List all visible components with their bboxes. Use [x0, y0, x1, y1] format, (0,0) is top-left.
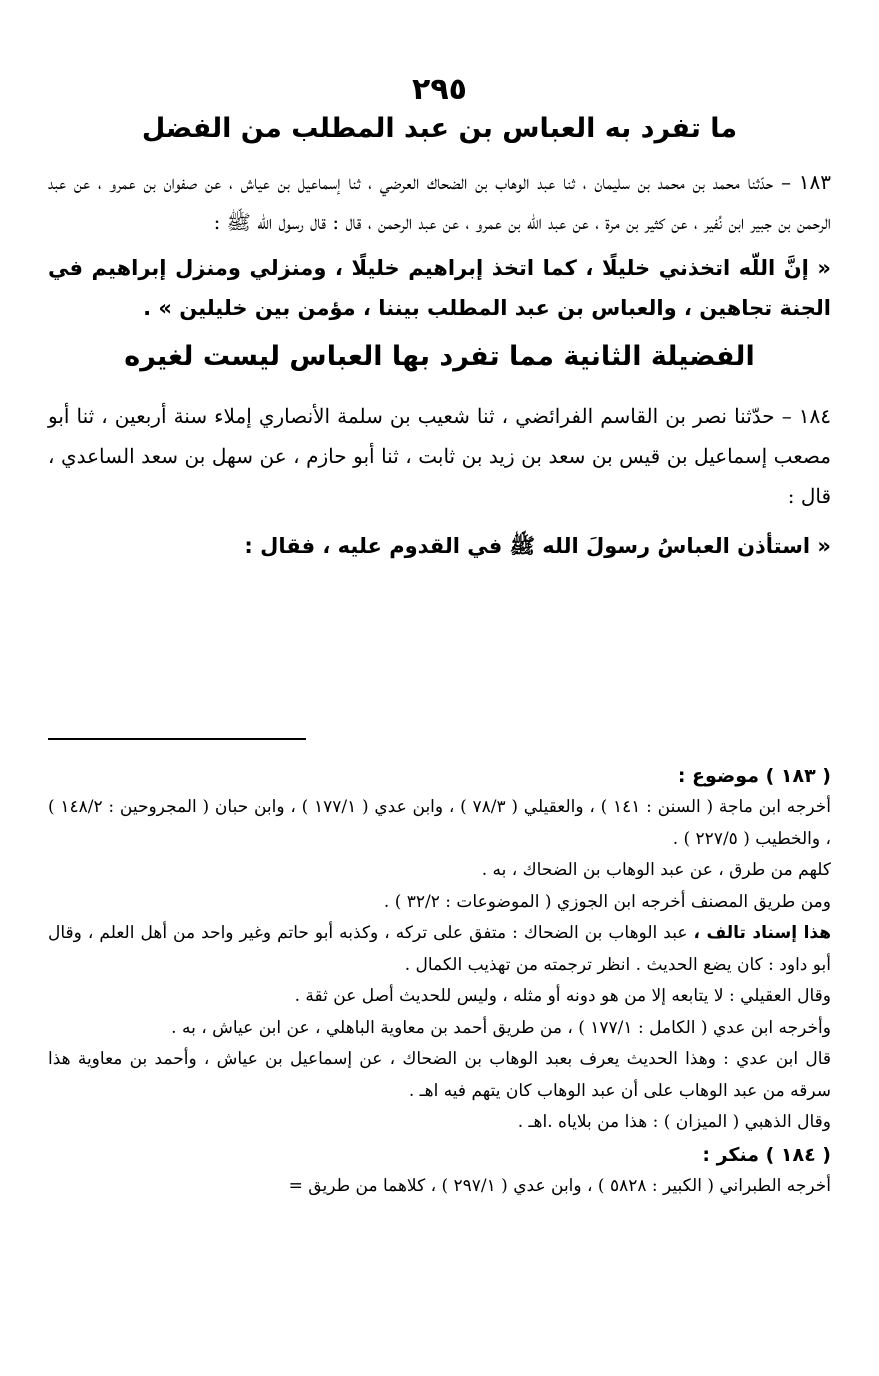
- footnote-183-heading: ( ١٨٣ ) موضوع :: [677, 765, 831, 787]
- footnote-184-sources: أخرجه الطبراني ( الكبير : ٥٨٢٨ ) ، وابن عدي ( ٢٩٧/١ ) ، كلاهما من طريق =: [288, 1175, 831, 1196]
- footnote-183-isnad-grade: [48, 918, 831, 981]
- footnote-183-grade-text: عبد الوهاب بن الضحاك : متفق على تركه ، وكذبه أبو حاتم وغير واحد من أهل العلم ، وقال أبو داود : كان يضع الحديث . انظر ترجمته من تهذيب الكمال .: [48, 923, 831, 975]
- footnote-183-ibn-adi-path: وأخرجه ابن عدي ( الكامل : ١٧٧/١ ) ، من طريق أحمد بن معاوية الباهلي ، عن ابن عياش ، به .: [171, 1017, 831, 1038]
- section-heading: ما تفرد به العباس بن عبد المطلب من الفضل: [141, 113, 738, 144]
- hadith-183-matn: « إنَّ اللّه اتخذني خليلًا ، كما اتخذ إبراهيم خليلًا ، ومنزلي ومنزل إبراهيم في الجنة تجاهين ، والعباس بن عبد المطلب بيننا ، مؤمن بين خليلين » .: [48, 256, 831, 320]
- page-number: ٢٩٥: [412, 72, 467, 107]
- hadith-184-isnad: ١٨٤ – حدّثنا نصر بن القاسم الفرائضي ، ثنا شعيب بن سلمة الأنصاري إملاء سنة أربعين ، ثنا أبو مصعب إسماعيل بن قيس بن سعد بن زيد بن ثابت ، ثنا أبو حازم ، عن سهل بن سعد الساعدي ، قال :: [48, 404, 831, 508]
- hadith-183-isnad: ١٨٣ – حدّثنا محمد بن محمد بن سليمان ، ثنا عبد الوهاب بن الضحاك العرضي ، ثنا إسماعيل بن عياش ، عن صفوان بن عمرو ، عن عبد الرحمن بن جبير ابن نُفير ، عن كثير بن مرة ، عن عبد الله بن عمرو ، عن عبد الرحمن ، قال : قال رسول الله ﷺ :: [48, 170, 831, 234]
- footnote-184-heading: ( ١٨٤ ) منكر :: [702, 1143, 831, 1166]
- subsection-heading: الفضيلة الثانية مما تفرد بها العباس ليست لغيره: [124, 341, 755, 372]
- footnote-183-paths: كلهم من طرق ، عن عبد الوهاب بن الضحاك ، به .: [481, 860, 831, 880]
- footnotes: [48, 760, 831, 1202]
- footnote-183-uqayli: وقال العقيلي : لا يتابعه إلا من هو دونه أو مثله ، وليس للحديث أصل عن ثقة .: [294, 986, 831, 1006]
- footnote-183-ibn-adi-comment: قال ابن عدي : وهذا الحديث يعرف بعبد الوهاب بن الضحاك ، عن إسماعيل بن عياش ، وأحمد بن معاوية هذا سرقه من عبد الوهاب على أن عبد الوهاب كان يتهم فيه اهـ .: [48, 1049, 831, 1101]
- footnote-183-author-path: ومن طريق المصنف أخرجه ابن الجوزي ( الموضوعات : ٣٢/٢ ) .: [383, 891, 831, 912]
- hadith-184-matn: « استأذن العباسُ رسولَ الله ﷺ في القدوم عليه ، فقال :: [244, 534, 831, 558]
- footnote-183-dhahabi: وقال الذهبي ( الميزان ) : هذا من بلاياه .اهـ .: [517, 1112, 831, 1132]
- footnote-183-sources: أخرجه ابن ماجة ( السنن : ١٤١ ) ، والعقيلي ( ٧٨/٣ ) ، وابن عدي ( ١٧٧/١ ) ، وابن حبان ( المجروحين : ١٤٨/٢ ) ، والخطيب ( ٢٢٧/٥ ) .: [48, 797, 831, 849]
- page-body: [48, 72, 831, 566]
- footnote-divider: [48, 738, 306, 740]
- footnote-183-grade-lead: هذا إسناد تالف ،: [693, 923, 831, 943]
